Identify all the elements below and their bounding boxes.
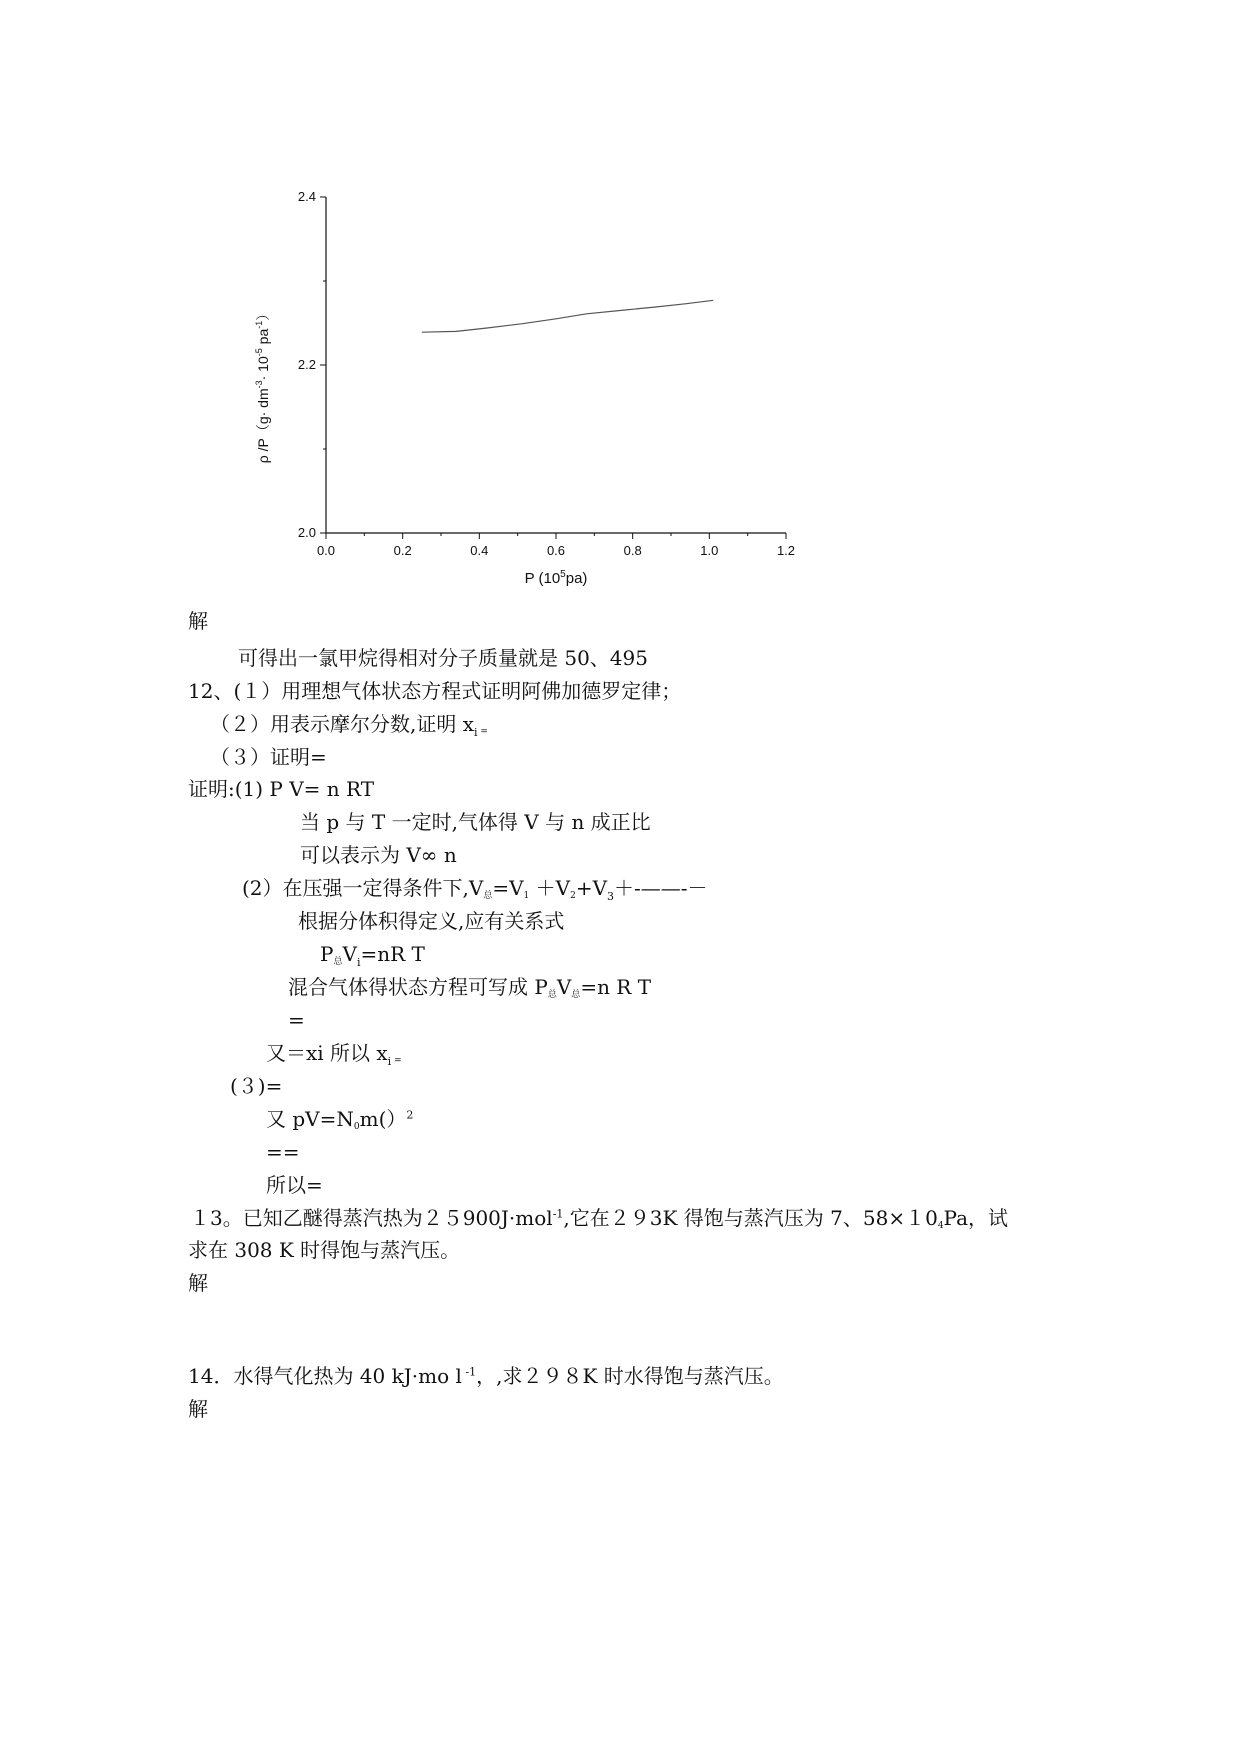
question-13-line-2: 求在 308 K 时得饱与蒸汽压。 — [188, 1238, 461, 1262]
proof-line-9: 又＝xi 所以 $x_i$ = — [266, 1041, 402, 1068]
x-tick-label: 0.8 — [623, 543, 642, 558]
y-tick-label: 2.4 — [297, 189, 316, 204]
chart-area — [240, 180, 840, 600]
answer-label-2: 解 — [188, 1271, 208, 1295]
question-13-line-1: １3。已知乙醚得蒸汽热为２５900J·mol$^{-1}$,它在２９3K 得饱与蒸汽压为 7、$58\times 10^4Pa$，试 — [190, 1206, 1009, 1231]
result-text: 可得出一氯甲烷得相对分子质量就是 50、495 — [238, 646, 648, 670]
proof-line-13: 所以= — [266, 1173, 323, 1197]
answer-label-3: 解 — [188, 1397, 208, 1421]
x-tick-label: 1.0 — [700, 543, 719, 558]
y-tick-label: 2.0 — [297, 525, 316, 540]
proof-line-7: 混合气体得状态方程可写成 $P_总V_总=n$ R T — [288, 975, 652, 1000]
proof-line-8: = — [288, 1008, 305, 1032]
question-12-part2: （２）用表示摩尔分数,证明 $x_i$ = — [210, 712, 488, 739]
x-tick-label: 0.0 — [316, 543, 336, 558]
proof-line-5: 根据分体积得定义,应有关系式 — [298, 909, 565, 933]
x-axis-label: P $(10^5pa)$ — [524, 569, 588, 587]
y-axis-label: ρ $/P(g\cdot dm^{-3}\cdot 10^{-5}$ $pa^{-1}$） — [254, 306, 271, 464]
proof-line-2: 当 p 与 T 一定时,气体得 V 与 n 成正比 — [300, 810, 651, 834]
proof-line-4: (2）在压强一定得条件下$,V_总=V_1$ $+V_2+V_3+-——--$ — [242, 876, 708, 903]
y-tick-label: 2.2 — [297, 357, 316, 372]
rho-over-p-chart — [240, 180, 840, 600]
proof-line-12: == — [266, 1140, 300, 1164]
x-tick-label: 0.4 — [470, 543, 489, 558]
x-tick-label: 0.2 — [393, 543, 412, 558]
proof-line-11: 又 $pV=N_0m()^2$ — [266, 1107, 414, 1132]
proof-line-3: 可以表示为 V∞ n — [300, 843, 457, 867]
x-tick-label: 0.6 — [546, 543, 566, 558]
proof-line-6: $P_总V_i=nR$ T — [320, 942, 425, 969]
question-12-part1: 12、(１）用理想气体状态方程式证明阿佛加德罗定律； — [188, 679, 682, 703]
x-tick-label: 1.2 — [776, 543, 796, 558]
question-12-part3: （３）证明= — [210, 745, 327, 769]
proof-line-1: 证明:(1) P V= n RT — [188, 777, 375, 801]
answer-label-1: 解 — [188, 609, 208, 633]
question-14: 14．水得气化热为 40 kJ·mo l $^{-1}$，,求２９８K 时水得饱与蒸汽压。 — [188, 1364, 784, 1388]
data-series-line — [422, 300, 713, 332]
proof-line-10: (３)= — [230, 1074, 283, 1098]
